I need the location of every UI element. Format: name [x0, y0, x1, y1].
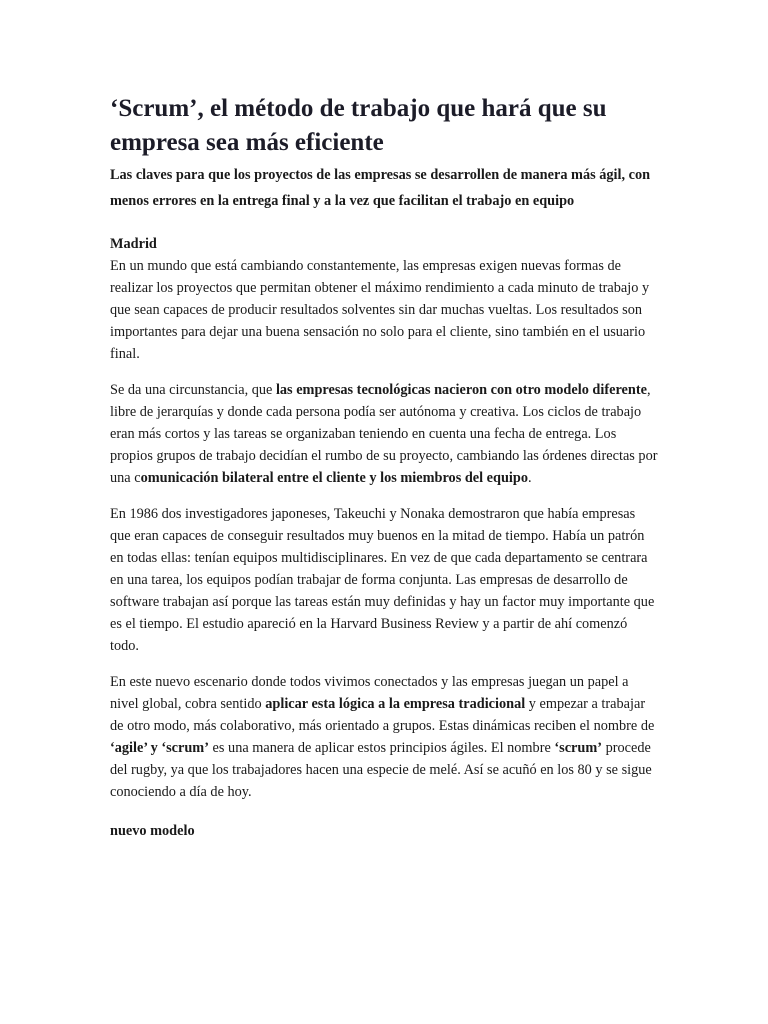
paragraph-4-bold-3: ‘scrum’ [554, 740, 603, 756]
paragraph-2-text-1: Se da una circunstancia, que [110, 382, 276, 398]
paragraph-3: En 1986 dos investigadores japoneses, Takeuchi y Nonaka demostraron que había empresas que eran capaces de conseguir resultados muy buenos en la mitad de tiempo. Había un patrón en todas ellas: tenían equipos multidisciplinares. En vez de que cada departamento se centrara en una tarea, los equipos podían trabajar de forma conjunta. Las empresas de desarrollo de software trabajan así porque las tareas están muy definidas y hay un factor muy importante que es el tiempo. El estudio apareció en la Harvard Business Review y a partir de ahí comenzó todo. [110, 506, 655, 654]
paragraph-4-bold-1: aplicar esta lógica a la empresa tradicional [265, 696, 526, 712]
paragraph-2-bold-2: omunicación bilateral entre el cliente y los miembros del equipo [140, 470, 529, 486]
paragraph-4-bold-2: ‘agile’ y ‘scrum’ [110, 740, 209, 756]
section-heading: nuevo modelo [110, 823, 195, 839]
article-title: ‘Scrum’, el método de trabajo que hará que su empresa sea más eficiente [110, 95, 607, 156]
paragraph-2-text-2: , libre de jerarquías y donde cada persona podía ser autónoma y creativa. Los ciclos de trabajo eran más cortos y las tareas se organizaban teniendo en cuenta una fecha de entrega. Los propios grupos de trabajo decidían el rumbo de su proyecto, cambiando las órdenes directas por una c [110, 382, 658, 486]
paragraph-1: En un mundo que está cambiando constantemente, las empresas exigen nuevas formas de realizar los proyectos que permitan obtener el máximo rendimiento a cada minuto de trabajo y que sean capaces de producir resultados solventes sin dar muchas vueltas. Los resultados son importantes para dejar una buena sensación no solo para el cliente, sino también en el usuario final. [110, 258, 650, 362]
paragraph-4-text-2: y empezar a trabajar de otro modo, más colaborativo, más orientado a grupos. Estas dinámicas reciben el nombre de [110, 696, 655, 734]
dateline: Madrid [110, 236, 157, 252]
paragraph-4-text-3: es una manera de aplicar estos principios ágiles. El nombre [208, 740, 555, 756]
paragraph-2 [110, 379, 658, 489]
paragraph-4-text-1: En este nuevo escenario donde todos vivimos conectados y las empresas juegan un papel a nivel global, cobra sentido [110, 674, 629, 712]
article [110, 92, 658, 842]
paragraph-4 [110, 671, 658, 803]
article-subtitle: Las claves para que los proyectos de las empresas se desarrollen de manera más ágil, con menos errores en la entrega final y a la vez que facilitan el trabajo en equipo [110, 167, 651, 209]
paragraph-2-bold-1: las empresas tecnológicas nacieron con otro modelo diferente [275, 382, 647, 398]
paragraph-4-text-4: procede del rugby, ya que los trabajadores hacen una especie de melé. Así se acuñó en los 80 y se sigue conociendo a día de hoy. [110, 740, 652, 800]
paragraph-2-text-3: . [528, 470, 532, 486]
